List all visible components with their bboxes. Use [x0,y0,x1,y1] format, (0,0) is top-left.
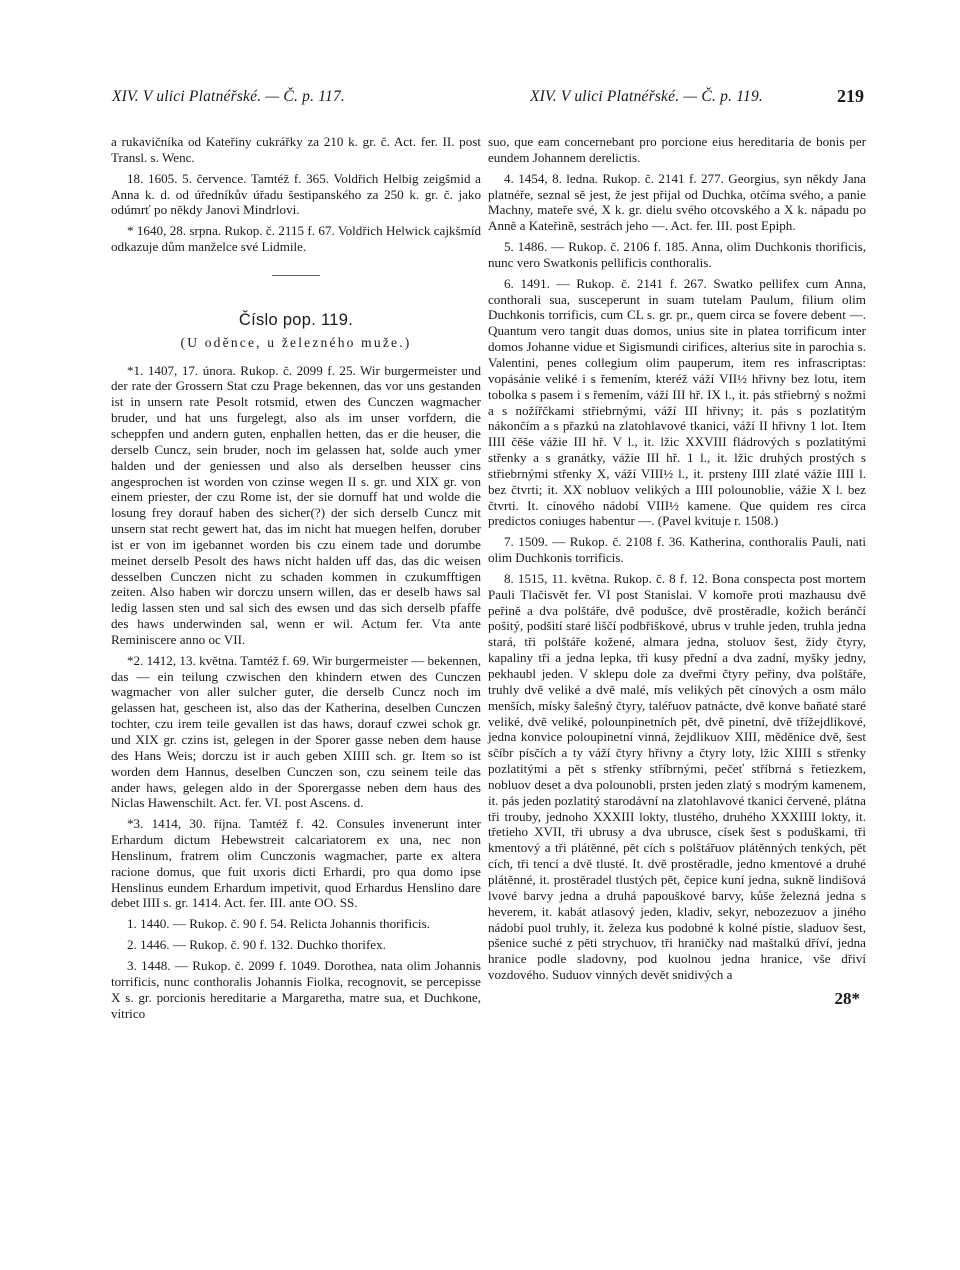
entry-4: 4. 1454, 8. ledna. Rukop. č. 2141 f. 277. Georgius, syn někdy Jana platnéře, seznal sě jest, že jest přijal od Duchka, otčíma svého, a panie Machny, mateře své, X k. gr. dielu svého otcovského a X k. nápadu po Anně a Kateřině, sestrách jeho —. Act. fer. III. post Epiph. [488,170,866,234]
entry-7: 7. 1509. — Rukop. č. 2108 f. 36. Katherina, conthoralis Pauli, nati olim Duchkonis torrificis. [488,534,866,566]
entry-6: 6. 1491. — Rukop. č. 2141 f. 267. Swatko pellifex cum Anna, conthorali sua, susceperunt in suam tutelam Paulum, filium olim Duchkonis torrificis, cum CL s. gr. pr., quem circa se fovere debent —. Quantum vero tangit duas domos, unius site in platea torrificum inter domos Johanne vidue et Sigismundi cirifices, alterius site in parochia s. Valentini, penes collegium olim pauperum, item res infrascriptas: vopásánie veliké i s řemením, kteréž váží VII½ hřivny bez lotu, item tobolka s pasem i s řemením, váží III hř. IX l., it. pás střiebrný s nožmi a s nožířčkami střiebrnými, váží III hřivny; it. pás s pozlatitým nákončím a s přazkú na zlatohlavové tkanici, váží II hřivny 1 lot. Item IIII čěše vážie III hř. V l., it. lžic XXVIII fládrových s pozlatitými střenky a s granátky, vážie III hř. 1 l., it. lžic druhých prostých s střiebrnými střenky X, váží VIII½ l., it. prsteny IIII zlaté vážie IIII l. bez čtvrti; it. XX nobluov velikých a IIII polounoblie, vážie X l. bez čtvrti. It. cínového nádobí VIII½ kamene. Que quidem res circa predictos coniuges habentur —. (Pavel kvituje r. 1508.) [488,275,866,529]
left-column [111,134,481,1021]
entry-8: 8. 1515, 11. května. Rukop. č. 8 f. 12. Bona conspecta post mortem Pauli Tlačisvět fer. VI post Stanislai. V komoře proti mazhausu dvě peřině a dva polštáře, dvě podušce, dvě prostěradle, kožich beránčí pošitý, podšití staré liščí podbřiškové, ubrus v truhle jeden, truhla jedna stará, tři polštáře kožené, almara jedna, stoluov šest, židy čtyry, kapaliny tři a jedna lepka, tři kusy přední a dva zadní, myšky jedny, pekhaubl jeden. V sklepu dole za dveřmi čtyry peřiny, dva polštáře, truhly dvě veliké a dvě malé, mís velikých pět cínových a osm málo menších, mísky šalešný čtyry, taléřuov patnácte, dvě konve baňaté staré veliké, dvě veliké, polounpinetních pět, dvě pinetní, dvě třížejdlikové, jedna konvice poloupinetní vinná, žejdlikuov XIII, měděnice dvě, šest sčíbr písčích a ty váží čtyry hřivny a čtyry loty, lžic XIIII s střenky pozlatitými a pět s střenky stříbrnými, pečeť stříbrná s řetiezkem, nobluov deset a dva polounobli, prsten jeden zlatý s modrým kamenem, it. pás jeden pozlatitý starodávní na zlatohlavové tkanici červené, plátna tři trouby, jednoho XXXIII lokty, tlustého, druhého XXXIIII lokty, it. třetieho XVII, tři ubrusy a dva ubrusce, císek šest s poduškami, tři kmentový a tři plátěnné, pět cích s polštářuov plátěnných tenkých, pět cích, tři tencí a dvě tlusté. It. dvě prostěradle, jedno kmentové a druhé plátěnné, it. prostěradel tlustých pět, čepice kuní jedna, sukně lindišová lvové barvy jedna a druhá papouškové barvy, kůše železná jedna s heverem, it. kabát atlasový jeden, kladiv, sekyr, nebozezuov a jiného nádobí puol truhly, it. železa kus podobné k kolné pístie, sladuov šest, pšenice suché z pěti strychuov, tři hraničky nad maštalkú dříví, jedna hranice podle sladovny, pod kuolnou jedna hranice, vše dřiví vozdového. Suduov vinných devět snidivých a [488,570,866,983]
running-head-left: XIV. V ulici Platnéřské. — Č. p. 117. [112,88,345,105]
entry-2: 2. 1446. — Rukop. č. 90 f. 132. Duchko thorifex. [127,937,386,953]
entry-18: 18. 1605. 5. července. Tamtéž f. 365. Voldřich Helbig zeigšmid a Anna k. d. od úředníkův úřadu šestipanského za 250 k. gr. č. jako odúmrť po někdy Janovi Mindrlovi. [111,170,481,218]
signature-mark: 28* [834,988,860,1008]
entry-star-2: *2. 1412, 13. května. Tamtéž f. 69. Wir burgermeister — bekennen, das — ein teilung czwischen den khindern etwen des Cunczen wagmacher von aller sulcher guter, die derselb Cuncz noch im gelassen hat, gescheen ist, also das der Katherina, deselben Cunczen tochter, czu irem teile gevallen ist das haws, dorauf czwei schok gr. und XIX gr. czins ist, gelegen in der Sporer gasse neben dem hause des Hans Weis; dorczu ist ir auch geben XIIII sch. gr. Item so ist worden dem Hannus, deselben Cunczen son, czu seinem teile das ander haws, gelegen aldo in der Sporergasse neben dem haus des Niclas Hawenschilt. Act. fer. VI. post Ascens. d. [111,652,481,811]
section-divider [111,255,481,301]
entry-3: 3. 1448. — Rukop. č. 2099 f. 1049. Dorothea, nata olim Johannis torrificis, nunc conthoralis Johannis Fiolka, recognovit, se percepisse X s. gr. porcionis hereditarie a Margaretha, matre sua, et Duchkone, vitrico [111,957,481,1021]
section-subtitle: (U oděnce, u železného muže.) [180,334,412,350]
entry-1640: * 1640, 28. srpna. Rukop. č. 2115 f. 67. Voldřich Helwick cajkšmíd odkazuje dům manželce své Lidmile. [111,223,481,255]
page-number: 219 [837,86,864,106]
entry-star-3: *3. 1414, 30. října. Tamtéž f. 42. Consules invenerunt inter Erhardum dictum Hebewstreit calcariatorem ex una, nec non Henslinum, fratrem olim Cunczonis wagmacher, parte ex altera racione domus, que fuit uxoris dicti Erhardi, pro qua domo ipse Henslinus eundem Erhardum impetivit, quod Erhardus Henslino dare debet IIII s. gr. 1414. Act. fer. III. ante OO. SS. [111,816,481,911]
running-head-right: XIV. V ulici Platnéřské. — Č. p. 119. [530,88,763,105]
entry-5: 5. 1486. — Rukop. č. 2106 f. 185. Anna, olim Duchkonis thorificis, nunc vero Swatkonis pellificis conthoralis. [488,239,866,270]
continuation-paragraph-right: suo, que eam concernebant pro porcione eius hereditaria de bonis per eundem Johannem derelictis. [488,134,866,165]
entry-star-1: *1. 1407, 17. února. Rukop. č. 2099 f. 25. Wir burgermeister und der rate der Grossern Stat czu Prage bekennen, das vor uns gestanden ist in unsern rate Pesolt rotsmid, etwen des Cunczen wagmacher bruder, und hat uns furgelegt, also als im unser vorfdern, die scheppfen und andern guten, enphallen hetten, das er die heuser, die derselb Cuncz, sein bruder, noch im gelassen hat, solde auch ymer halden und der geniessen und also als derselben heusser cins angesprochen ist worden von czinse wegen II s. gr. und XIX gr. von einem priester, der czu Rome ist, der sie dornuff hat und wolde die losung frey dorauf haben des sicher(?) der sich derselb Cuncz mit unsern stat recht gewert hat, das im nicht hat muegen helfen, doruber ist er von im igebannet worden bis czu einem tade und dorumbe meinet derselb Pesolt des haws nicht halden uff das, das dic weisen desselben Cunczen nicht zu schaden kommen in czukumfftigen zeiten. Also haben wir dorczu unsern willen, das er deselb haws sal ledig lassen sten und sal sich des ewsen und das sich derselb pfaffe des haws underwinden sal, wenn er wil. Actum fer. Vta ante Reminiscere anno oc VII. [111,362,481,647]
right-column [488,134,866,1007]
continuation-paragraph: a rukavičníka od Kateřiny cukrářky za 210 k. gr. č. Act. fer. II. post Transl. s. Wenc. [111,134,481,165]
section-title: Číslo pop. 119. [238,310,354,329]
entry-1: 1. 1440. — Rukop. č. 90 f. 54. Relicta Johannis thorificis. [127,916,430,932]
running-header [112,88,864,114]
